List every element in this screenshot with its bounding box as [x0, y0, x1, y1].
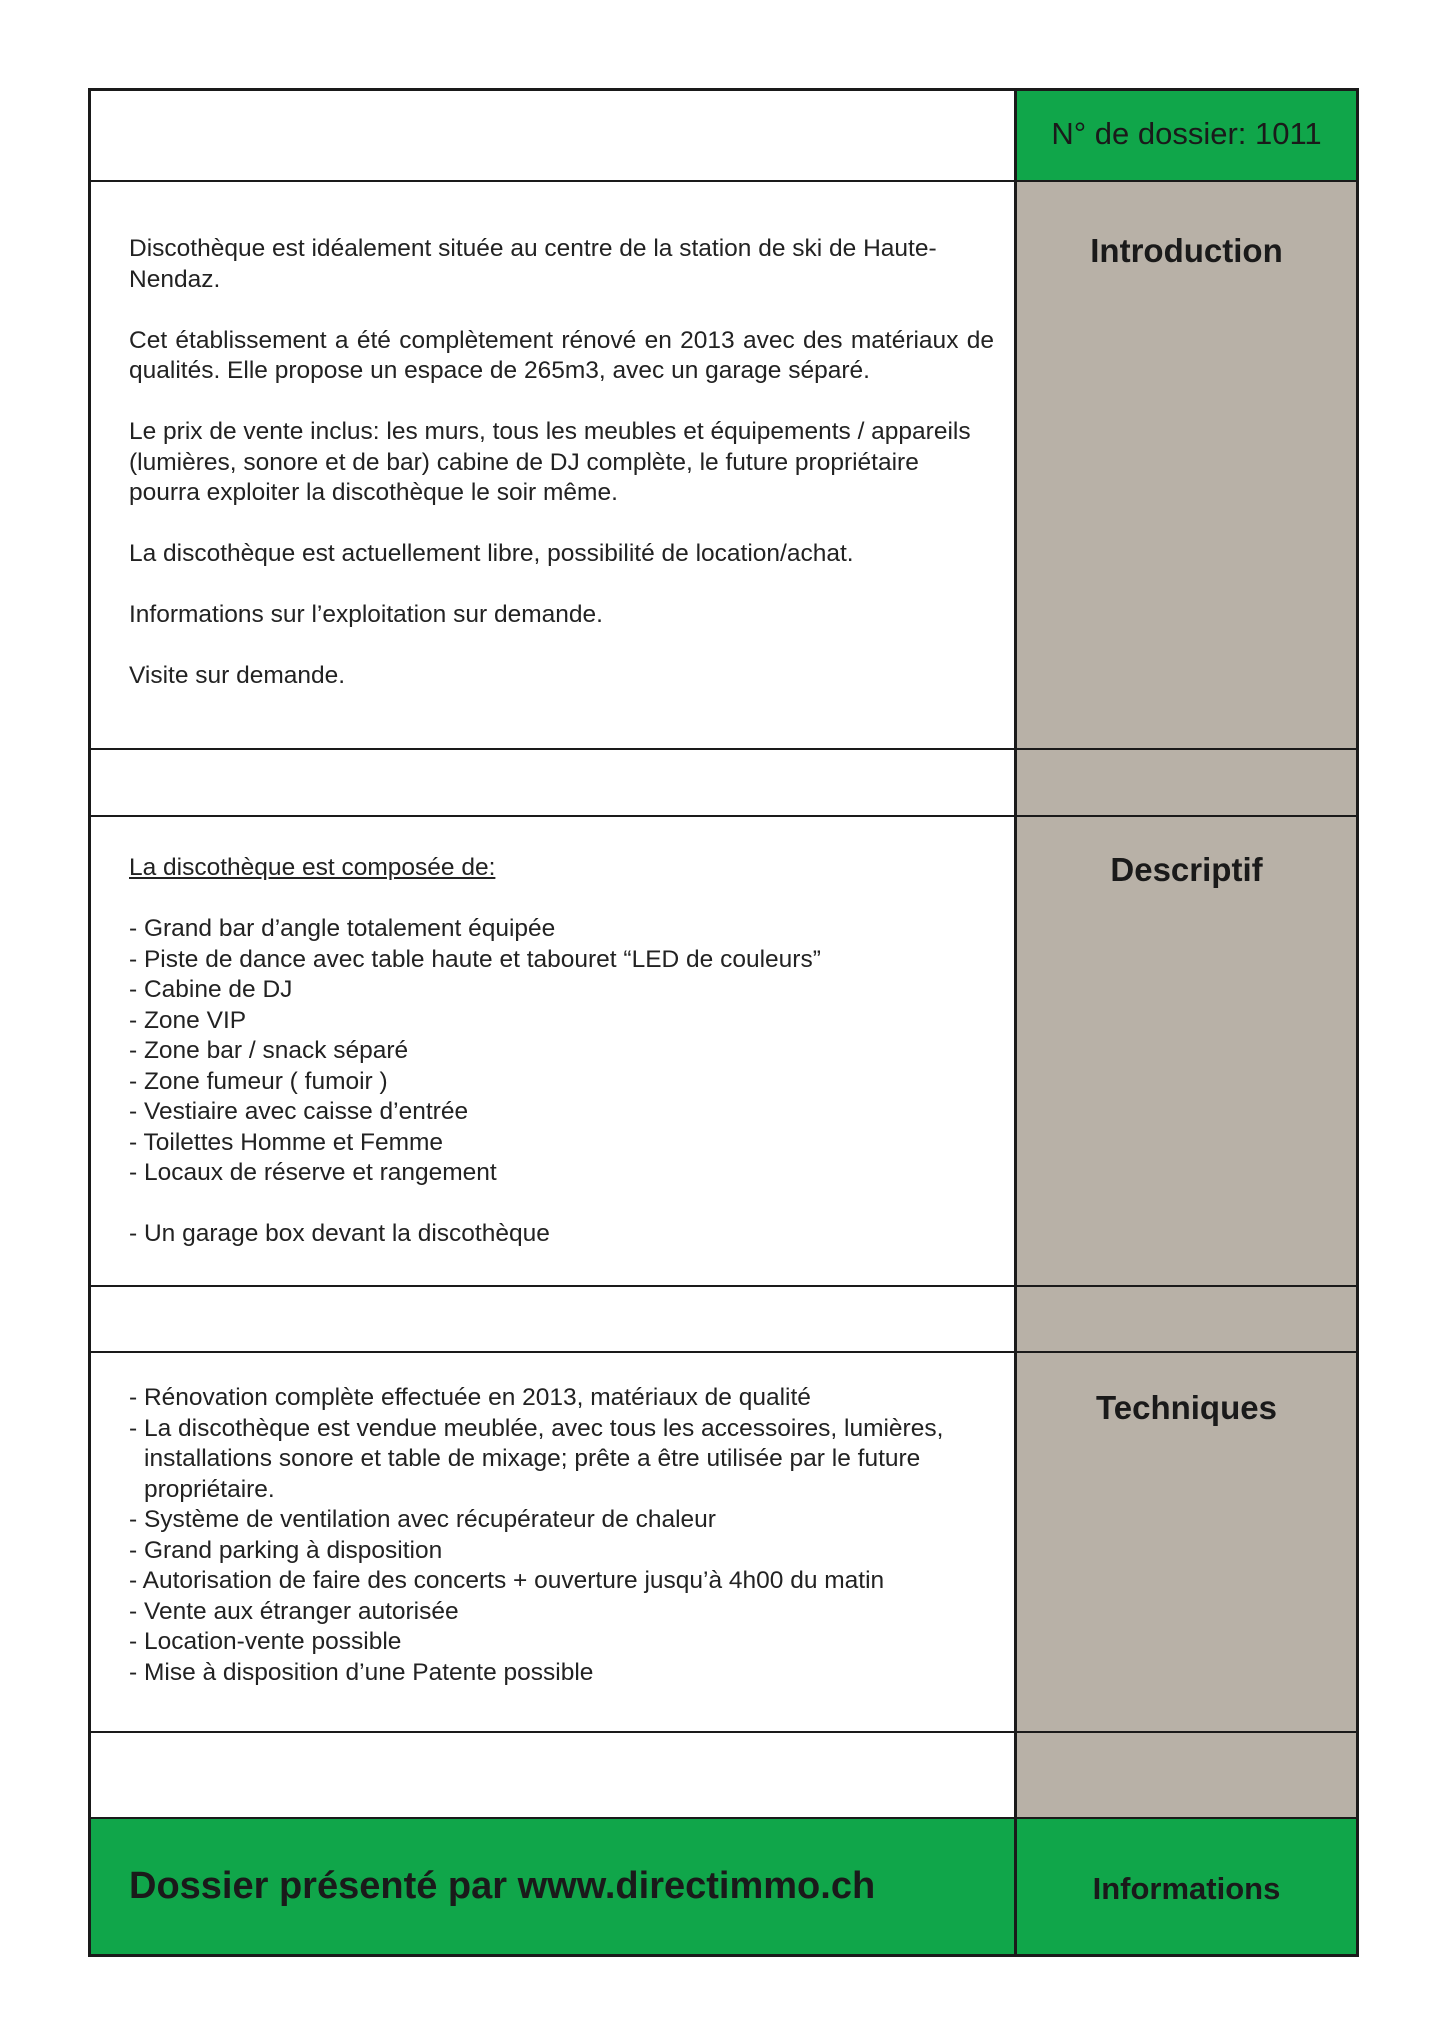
spacer-row — [91, 750, 1356, 817]
techniques-content — [91, 1353, 1017, 1731]
spacer-row — [91, 1733, 1356, 1819]
list-item-continuation: propriétaire. — [144, 1475, 275, 1503]
header-row — [91, 91, 1356, 182]
intro-paragraph: Discothèque est idéalement située au centre de la station de ski de Haute-Nendaz. — [129, 235, 937, 293]
spacer-cell — [1017, 1733, 1356, 1817]
list-item: - Cabine de DJ — [129, 976, 293, 1003]
list-item: - Vestiaire avec caisse d’entrée — [129, 1098, 469, 1125]
descriptif-title-cell — [1017, 817, 1356, 1285]
introduction-title: Introduction — [1090, 232, 1283, 269]
informations-label: Informations — [1092, 1871, 1281, 1906]
intro-paragraph: Cet établissement a été complètement rénové en 2013 avec des matériaux de qualités. Elle propose un espace de 265m3, avec un garage séparé. — [129, 326, 994, 384]
list-item: - Système de ventilation avec récupérateur de chaleur — [129, 1506, 716, 1533]
introduction-text — [129, 234, 994, 692]
list-item: - Rénovation complète effectuée en 2013, matériaux de qualité — [129, 1384, 811, 1411]
list-item: - Zone bar / snack séparé — [129, 1037, 409, 1064]
list-item: - Zone VIP — [129, 1006, 247, 1034]
dossier-number-cell — [1017, 91, 1356, 180]
list-item: - Location-vente possible — [129, 1628, 402, 1655]
dossier-number: N° de dossier: 1011 — [1051, 116, 1322, 151]
descriptif-list — [129, 914, 994, 1189]
introduction-title-cell — [1017, 182, 1356, 748]
dossier-sheet — [88, 88, 1359, 1957]
intro-paragraph: La discothèque est actuellement libre, possibilité de location/achat. — [129, 540, 854, 567]
list-item: - La discothèque est vendue meublée, avec tous les accessoires, lumières, — [129, 1414, 944, 1442]
spacer-cell — [91, 1733, 1017, 1817]
techniques-list — [129, 1383, 994, 1688]
spacer-cell — [1017, 1287, 1356, 1351]
descriptif-heading: La discothèque est composée de: — [129, 854, 496, 881]
descriptif-row — [91, 817, 1356, 1287]
footer-row — [91, 1819, 1356, 1954]
list-item: - Piste de dance avec table haute et tabouret “LED de couleurs” — [129, 945, 821, 973]
list-item: - Toilettes Homme et Femme — [129, 1128, 444, 1156]
list-item: - Vente aux étranger autorisée — [129, 1597, 459, 1625]
techniques-title: Techniques — [1096, 1389, 1277, 1426]
spacer-cell — [91, 750, 1017, 815]
techniques-text — [129, 1383, 994, 1688]
list-item: - Grand parking à disposition — [129, 1536, 443, 1564]
intro-paragraph: Informations sur l’exploitation sur demande. — [129, 601, 603, 628]
descriptif-title: Descriptif — [1110, 851, 1263, 888]
footer-presenter-cell — [91, 1819, 1017, 1954]
introduction-row — [91, 182, 1356, 750]
list-item: - Un garage box devant la discothèque — [129, 1220, 550, 1247]
spacer-cell — [91, 1287, 1017, 1351]
intro-paragraph: Le prix de vente inclus: les murs, tous les meubles et équipements / appareils (lumières, sonore et de bar) cabine de DJ complète, le future propriétaire pourra exploiter la discothèque le soir même. — [129, 418, 971, 506]
list-item: - Zone fumeur ( fumoir ) — [129, 1067, 388, 1095]
list-item: - Mise à disposition d’une Patente possible — [129, 1658, 594, 1686]
list-item: - Locaux de réserve et rangement — [129, 1159, 497, 1186]
descriptif-text — [129, 853, 994, 1250]
spacer-row — [91, 1287, 1356, 1353]
list-item: - Autorisation de faire des concerts + ouverture jusqu’à 4h00 du matin — [129, 1567, 885, 1594]
spacer-cell — [1017, 750, 1356, 815]
techniques-title-cell — [1017, 1353, 1356, 1731]
intro-paragraph: Visite sur demande. — [129, 662, 346, 689]
presenter-text: Dossier présenté par www.directimmo.ch — [129, 1865, 876, 1907]
list-item: - Grand bar d’angle totalement équipée — [129, 915, 556, 942]
list-item-continuation: installations sonore et table de mixage; prête a être utilisée par le future — [144, 1445, 921, 1472]
introduction-content — [91, 182, 1017, 748]
header-blank-cell — [91, 91, 1017, 180]
techniques-row — [91, 1353, 1356, 1733]
descriptif-content — [91, 817, 1017, 1285]
footer-label-cell — [1017, 1819, 1356, 1954]
